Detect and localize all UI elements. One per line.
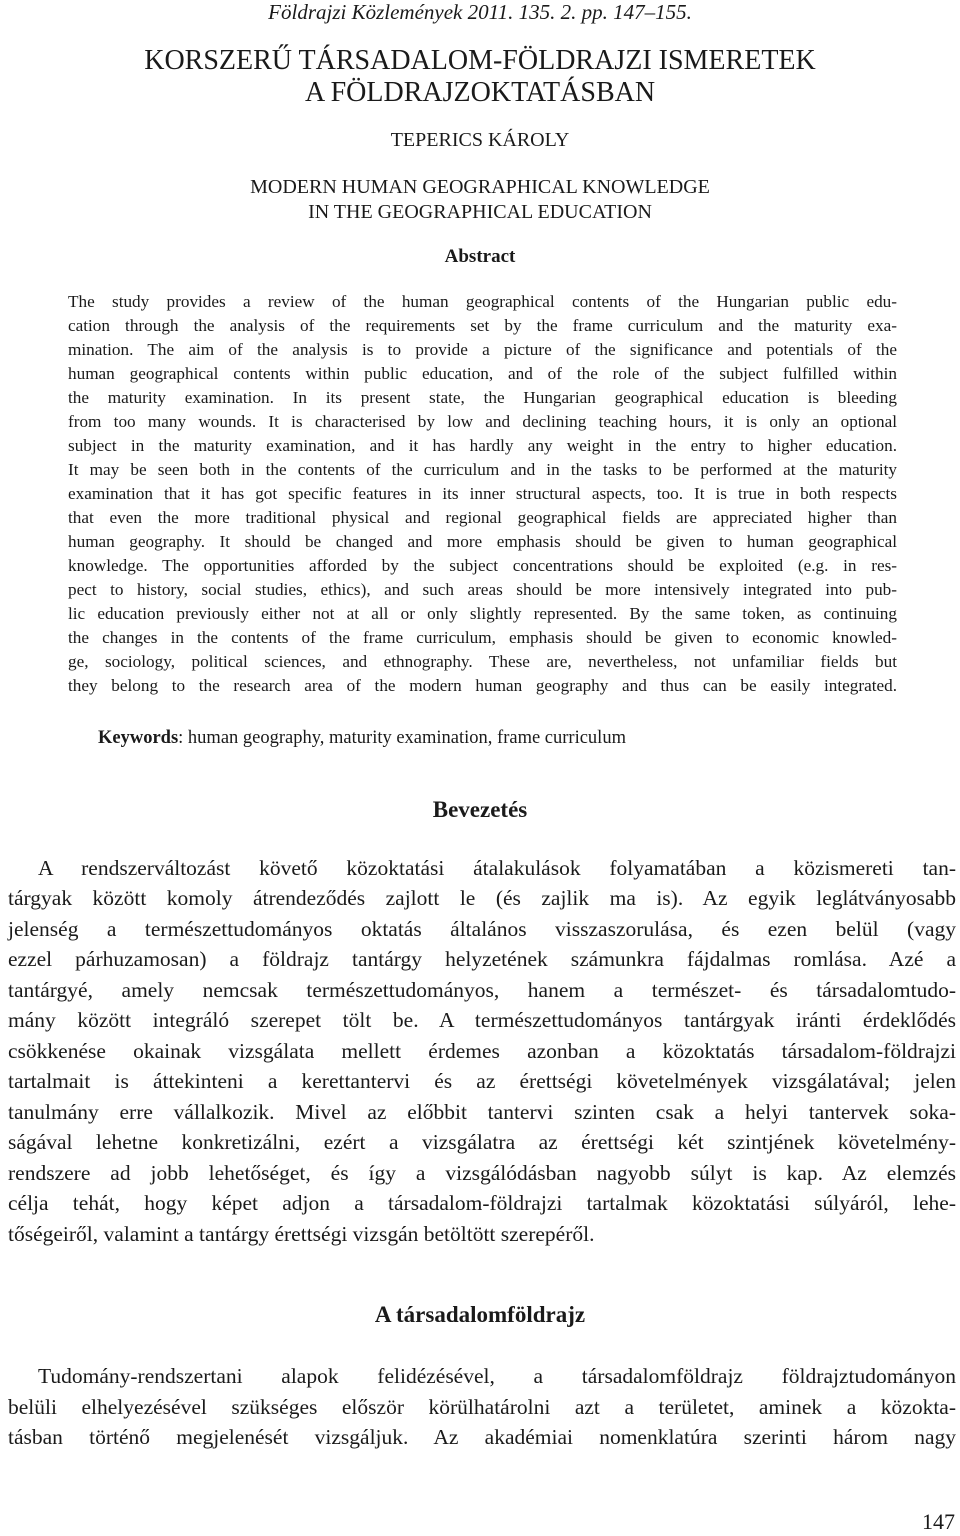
abstract-line: human geography. It should be changed and more emphasis should be given to human geographical [68,532,897,551]
author-name: TEPERICS KÁROLY [390,129,570,151]
paragraph-line: célja tehát, hogy képet adjon a társadalom-földrajzi tartalmak közoktatási súlyáról, lehe- [8,1191,956,1215]
page-number: 147 [922,1509,955,1534]
abstract-line: The study provides a review of the human geographical contents of the Hungarian public edu- [68,292,897,311]
abstract-line: knowledge. The opportunities afforded by the subject concentrations should be exploited (e.g. in res- [68,556,897,575]
keywords [98,728,626,749]
paragraph-line: Tudomány-rendszertani alapok felidézésével, a társadalomföldrajz földrajztudományon [38,1364,956,1388]
section-heading-bevezetes: Bevezetés [432,797,528,822]
paragraph-line: tanulmány erre vállalkozik. Mivel az előbbit tantervi szinten csak a helyi tantervek soka- [8,1100,956,1124]
paragraph-line: tárgyak között komoly átrendeződés zajlott le (és zajlik ma is). Az egyik leglátványosabb [8,886,956,910]
keywords-text: : human geography, maturity examination, frame curriculum [178,728,626,748]
abstract-line: human geographical contents within public education, and of the role of the subject fulfilled within [68,364,897,383]
journal-citation: Földrajzi Közlemények 2011. 135. 2. pp. 147–155. [268,0,692,24]
paragraph-line: mány között integráló szerepet tölt be. A természettudományos tantárgyak iránti érdeklődés [8,1008,956,1032]
paragraph-line: tantárgyé, amely nemcsak természettudományos, hanem a természet- és társadalomtudo- [8,978,956,1002]
paragraph-line: ezzel párhuzamosan) a földrajz tantárgy helyzetének számunkra fájdalmas romlása. Azé a [8,947,956,971]
abstract-line: that even the more traditional physical and regional geographical fields are appreciated higher than [68,508,897,527]
abstract-line: they belong to the research area of the modern human geography and thus can be easily integrated. [68,676,897,695]
paragraph-line: A rendszerváltozást követő közoktatási átalakulások folyamatában a közismereti tan- [38,856,956,880]
keywords-label: Keywords [98,728,179,748]
paragraph-line: jelenség a természettudományos oktatás általános visszaszorulása, és ezen belül (vagy [8,917,956,941]
article-title-line-2: A FÖLDRAJZOKTATÁSBAN [304,77,656,108]
paragraph-line: tőségeiről, valamint a tantárgy érettségi vizsgán betöltött szerepéről. [8,1222,595,1246]
english-title-line-1: MODERN HUMAN GEOGRAPHICAL KNOWLEDGE [250,176,710,198]
abstract-line: mination. The aim of the analysis is to provide a picture of the significance and potentials of the [68,340,897,359]
abstract-line: the changes in the contents of the frame curriculum, emphasis should be given to economic knowled- [68,628,897,647]
article-title-line-1: KORSZERŰ TÁRSADALOM-FÖLDRAJZI ISMERETEK [144,45,816,76]
abstract-heading: Abstract [444,246,516,267]
paragraph-line: rendszere ad jobb lehetőséget, és így a vizsgálódásban nagyobb súlyt is kap. Az elemzés [8,1161,956,1185]
paragraph-line: ságával lehetne konkretizálni, ezért a vizsgálatra az érettségi két szintjének követelmény- [8,1130,956,1154]
abstract-line: the maturity examination. In its present state, the Hungarian geographical education is bleeding [68,388,897,407]
abstract-line: subject in the maturity examination, and it has hardly any weight in the entry to higher education. [68,436,897,455]
abstract-line: ge, sociology, political sciences, and ethnography. These are, nevertheless, not unfamiliar fields but [68,652,897,671]
abstract-line: pect to history, social studies, ethics), and such areas should be more intensively integrated into pub- [68,580,897,599]
paragraph-line: tásban történő megjelenését vizsgáljuk. Az akadémiai nomenklatúra szerinti három nagy [8,1425,956,1449]
abstract-line: It may be seen both in the contents of the curriculum and in the tasks to be performed at the maturity [68,460,897,479]
english-title-line-2: IN THE GEOGRAPHICAL EDUCATION [308,201,652,223]
abstract-line: lic education previously either not at all or only slightly represented. By the same token, as continuing [68,604,897,623]
abstract-line: cation through the analysis of the requirements set by the frame curriculum and the maturity exa- [68,316,897,335]
section-heading-tarsadalomfoldrajz: A társadalomföldrajz [374,1302,586,1327]
paragraph-line: tartalmait is áttekinteni a kerettantervi és az érettségi követelmények vizsgálatával; jelen [8,1069,956,1093]
abstract-line: from too many wounds. It is characterised by low and declining teaching hours, it is only an optional [68,412,897,431]
paragraph-line: belüli elhelyezésével szükséges először körülhatárolni azt a területet, aminek a közokta- [8,1395,956,1419]
abstract-line: examination that it has got specific features in its inner structural aspects, too. It is true in both respects [68,484,897,503]
paragraph-line: csökkenése okainak vizsgálata mellett érdemes azonban a közoktatás társadalom-földrajzi [8,1039,956,1063]
